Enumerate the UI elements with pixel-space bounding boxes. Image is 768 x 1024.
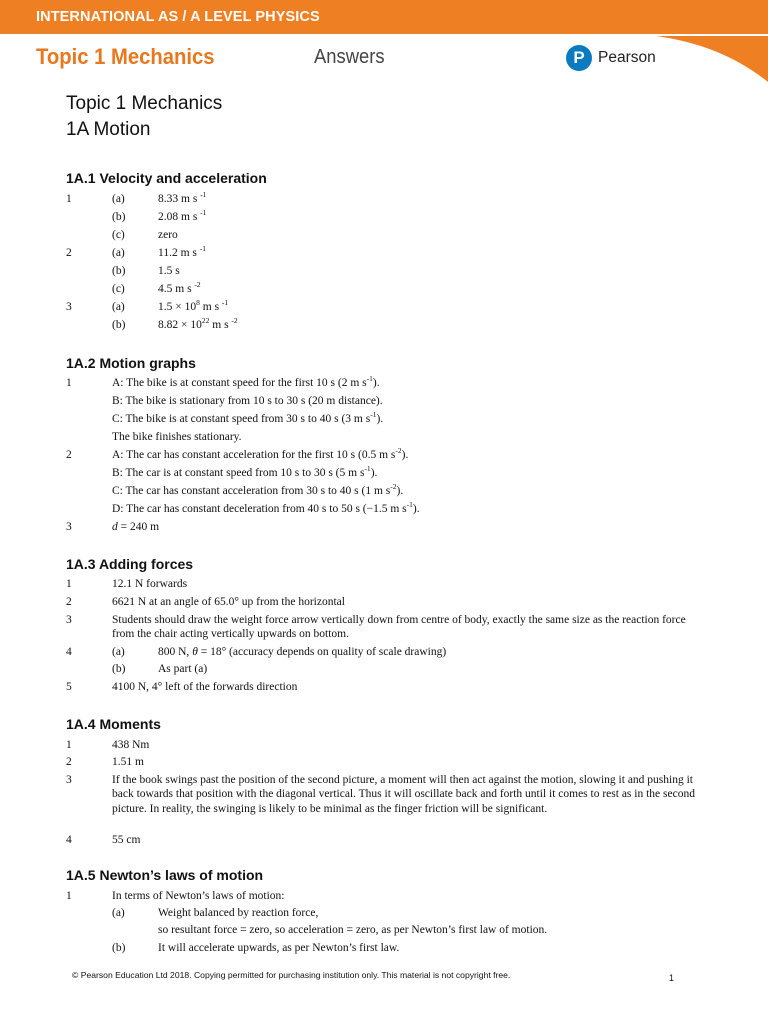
question-number: 5 [66, 681, 72, 693]
part-label: (a) [112, 646, 125, 658]
answer-text: The bike finishes stationary. [112, 431, 242, 443]
question-number: 3 [66, 521, 72, 533]
question-number: 2 [66, 449, 72, 461]
answer-text: If the book swings past the position of the second picture, a moment will then act against the motion, slowing it and pushing it back towards that position with the diagonal vertical. Thus it will oscillate back and forth until it comes to rest as in the second picture. In reality, the swinging is likely to be minimal as the finger friction will be significant. [112, 774, 695, 815]
part-label: (b) [112, 663, 126, 675]
copyright-footer: © Pearson Education Ltd 2018. Copying permitted for purchasing institution only. This material is not copyright free. [72, 970, 511, 980]
answer-text: A: The car has constant acceleration for the first 10 s (0.5 m $s^{-2}$). [112, 446, 409, 461]
part-label: (b) [112, 265, 126, 277]
answer-text: Students should draw the weight force arrow vertically down from centre of body, exactly the same size as the reaction force from the chair acting vertically upwards on bottom. [112, 614, 686, 641]
section-heading: 1A.2 Motion graphs [66, 355, 196, 371]
answers-heading: Answers [314, 46, 385, 68]
topic-heading: Topic 1 Mechanics [36, 44, 215, 69]
answer-text: B: The car is at constant speed from 10 s to 30 s (5 m $s^{-1}$). [112, 464, 378, 479]
section-heading: 1A.3 Adding forces [66, 556, 194, 572]
part-label: (b) [112, 319, 126, 331]
answer-text: B: The bike is stationary from 10 s to 30 s (20 m distance). [112, 395, 383, 407]
question-number: 1 [66, 193, 72, 205]
part-label: (a) [112, 907, 125, 919]
answer-text: 4100 N, 4° left of the forwards direction [112, 681, 298, 693]
answer-text: $1.5 \times 10^8$ m s $^{-1}$ [158, 298, 229, 313]
part-label: (b) [112, 942, 126, 954]
answer-text: 6621 N at an angle of 65.0° up from the horizontal [112, 596, 345, 608]
answer-text: 8.33 m s $^{-1}$ [158, 190, 207, 205]
part-label: (a) [112, 193, 125, 205]
answer-text: C: The car has constant acceleration from 30 s to 40 s (1 m $s^{-2}$). [112, 482, 404, 497]
question-number: 1 [66, 739, 72, 751]
question-number: 4 [66, 646, 72, 658]
document-subtitle: 1A Motion [66, 119, 151, 140]
page-number: 1 [669, 973, 675, 983]
answer-text: 1.5 s [158, 265, 180, 277]
answer-text: As part (a) [158, 663, 208, 675]
answer-text: Weight balanced by reaction force, [158, 907, 319, 919]
question-number: 3 [66, 614, 72, 626]
answer-text: 55 cm [112, 834, 141, 846]
question-number: 1 [66, 890, 72, 902]
pearson-logo-icon: P [566, 45, 592, 71]
question-number: 3 [66, 301, 72, 313]
answer-text: zero [158, 229, 178, 241]
question-number: 1 [66, 578, 72, 590]
answer-text: 2.08 m s $^{-1}$ [158, 208, 207, 223]
section-heading: 1A.1 Velocity and acceleration [66, 170, 267, 186]
document-title: Topic 1 Mechanics [66, 93, 223, 114]
question-number: 4 [66, 834, 72, 846]
part-label: (a) [112, 301, 125, 313]
part-label: (c) [112, 283, 125, 295]
question-number: 1 [66, 377, 72, 389]
part-label: (c) [112, 229, 125, 241]
section-heading: 1A.4 Moments [66, 716, 161, 732]
question-number: 3 [66, 774, 72, 786]
answer-text: 12.1 N forwards [112, 578, 188, 590]
part-label: (a) [112, 247, 125, 259]
answer-text: D: The car has constant deceleration from 40 s to 50 s (−1.5 m $s^{-1}$). [112, 500, 420, 515]
answer-text: so resultant force = zero, so acceleration = zero, as per Newton’s first law of motion. [158, 924, 548, 936]
answer-text: 4.5 m s $^{-2}$ [158, 280, 201, 295]
answer-text: 438 Nm [112, 739, 150, 751]
answer-text: C: The bike is at constant speed from 30 s to 40 s (3 m $s^{-1}$). [112, 410, 384, 425]
question-number: 2 [66, 247, 72, 259]
answer-text: A: The bike is at constant speed for the first 10 s (2 m $s^{-1}$). [112, 374, 380, 389]
answer-text: 1.51 m [112, 756, 144, 768]
pearson-wordmark: Pearson [598, 49, 656, 66]
answer-text: It will accelerate upwards, as per Newton’s first law. [158, 942, 400, 954]
answer-text: 11.2 m s $^{-1}$ [158, 244, 206, 259]
question-number: 2 [66, 756, 72, 768]
answer-text: $8.82 \times 10^{22}$ m s $^{-2}$ [158, 316, 238, 331]
answer-text: 800 N, θ = 18° (accuracy depends on quality of scale drawing) [158, 646, 447, 658]
answer-text: d = 240 m [112, 521, 160, 533]
header-banner [0, 0, 768, 82]
section-heading: 1A.5 Newton’s laws of motion [66, 867, 264, 883]
answer-text: In terms of Newton’s laws of motion: [112, 890, 285, 902]
series-title: INTERNATIONAL AS / A LEVEL PHYSICS [36, 9, 320, 25]
part-label: (b) [112, 211, 126, 223]
pearson-logo [566, 45, 656, 71]
question-number: 2 [66, 596, 72, 608]
